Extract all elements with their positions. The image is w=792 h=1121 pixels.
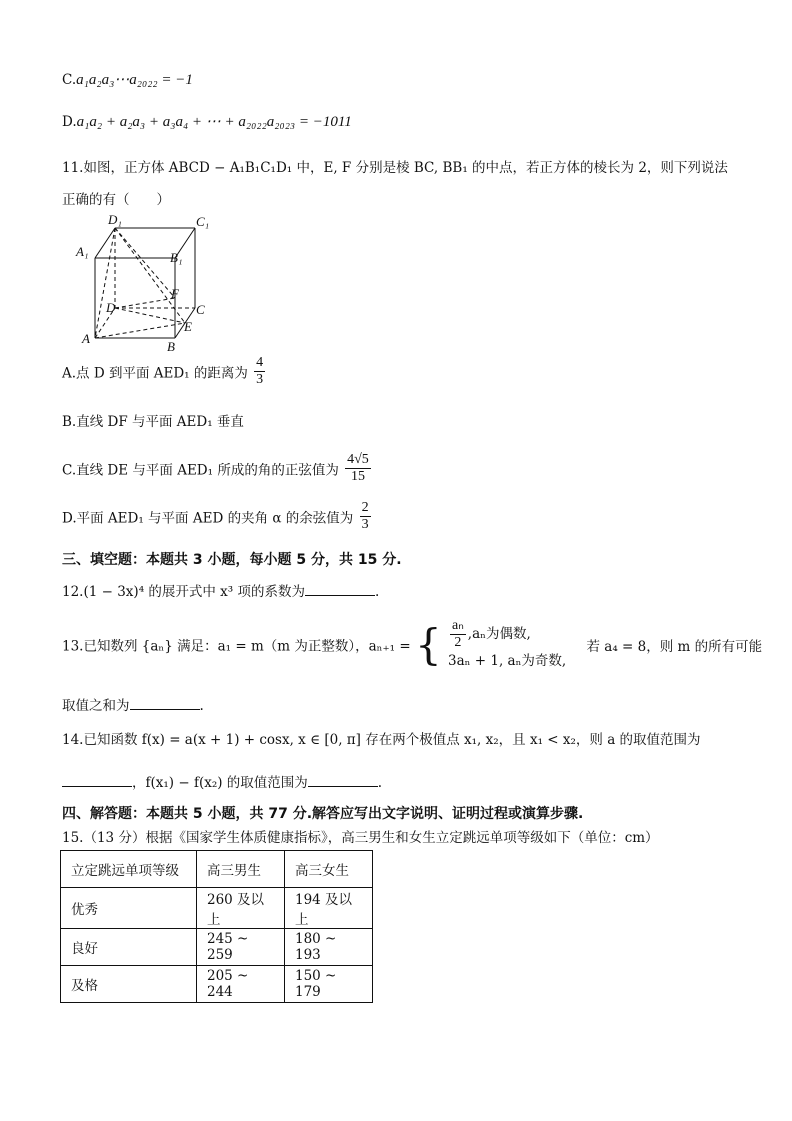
fraction-denominator: 15 <box>350 469 365 484</box>
q11-option-d <box>62 500 373 533</box>
fraction-numerator: 2 <box>361 500 369 515</box>
q11-option-b: B.直线 DF 与平面 AED₁ 垂直 <box>62 414 244 430</box>
q12-period: . <box>375 584 380 600</box>
q12 <box>62 580 379 600</box>
label-a: A <box>82 331 90 346</box>
table-row <box>61 966 373 1003</box>
q15-stem: 15.（13 分）根据《国家学生体质健康指标》，高三男生和女生立定跳远单项等级如下（单位：cm） <box>62 830 659 846</box>
q10-option-c <box>62 70 193 89</box>
q10-option-d-expr: a₁a₂ + a₂a₃ + a₃a₄ + ⋯ + a₂₀₂₂a₂₀₂₃ = −1011 <box>76 114 352 130</box>
table-cell: 205 ~ 244 <box>197 966 285 1003</box>
piecewise-brace: { <box>414 619 442 669</box>
fraction-numerator: 4 <box>256 355 264 370</box>
q14-line2-text: ，f(x₁) − f(x₂) 的取值范围为 <box>132 775 308 791</box>
q11-option-a-fraction <box>254 355 265 388</box>
q10-option-c-letter: C. <box>62 72 77 88</box>
q14-line2 <box>62 771 382 791</box>
q11-option-c-fraction <box>345 452 371 485</box>
label-c1: C₁ <box>196 214 210 229</box>
q13-case-1 <box>448 618 566 651</box>
section-3-heading: 三、填空题：本题共 3 小题，每小题 5 分，共 15 分. <box>62 552 402 568</box>
cube-figure <box>70 210 220 355</box>
q11-option-c <box>62 452 373 485</box>
q10-option-d <box>62 112 352 131</box>
q13-line2-text: 取值之和为 <box>62 698 130 714</box>
section-4-heading: 四、解答题：本题共 5 小题，共 77 分.解答应写出文字说明、证明过程或演算步骤. <box>62 806 584 822</box>
q11-stem-line1: 11.如图，正方体 ABCD − A₁B₁C₁D₁ 中，E, F 分别是棱 BC, BB₁ 的中点，若正方体的棱长为 2，则下列说法 <box>62 160 728 176</box>
table-cell: 150 ~ 179 <box>285 966 373 1003</box>
table-header-row <box>61 851 373 888</box>
q13-case-1-condition: ,aₙ为偶数, <box>467 626 531 642</box>
fraction-denominator: 2 <box>454 635 462 650</box>
q10-option-d-letter: D. <box>62 114 77 130</box>
fraction-numerator: aₙ <box>451 618 464 633</box>
q13-case-1-fraction <box>450 618 466 651</box>
table-cell: 180 ~ 193 <box>285 929 373 966</box>
q12-answer-blank[interactable] <box>305 583 375 596</box>
table-cell: 良好 <box>61 929 197 966</box>
label-d1: D₁ <box>108 212 122 227</box>
q10-option-c-expr: a₁a₂a₃⋯a₂₀₂₂ = −1 <box>76 72 193 88</box>
q11-option-c-text: C.直线 DE 与平面 AED₁ 所成的角的正弦值为 <box>62 462 339 479</box>
q13-line2 <box>62 694 204 714</box>
table-cell: 及格 <box>61 966 197 1003</box>
q13-case-2: 3aₙ + 1, aₙ为奇数, <box>447 653 567 669</box>
table-row <box>61 888 373 929</box>
q14-answer-blank-1[interactable] <box>62 774 132 787</box>
label-b: B <box>167 339 175 354</box>
q14-line1: 14.已知函数 f(x) = a(x + 1) + cosx, x ∈ [0, π] 存在两个极值点 x₁, x₂，且 x₁ < x₂，则 a 的取值范围为 <box>62 732 701 748</box>
q11-stem-line2: 正确的有（ ） <box>62 192 170 208</box>
table-header-cell: 高三女生 <box>285 851 373 888</box>
table-cell: 194 及以上 <box>285 888 373 929</box>
table-header-cell: 高三男生 <box>197 851 285 888</box>
fraction-numerator: 4√5 <box>347 452 369 467</box>
table-header-cell: 立定跳远单项等级 <box>61 851 197 888</box>
fraction-denominator: 3 <box>256 372 264 387</box>
label-c: C <box>196 302 205 317</box>
table-row <box>61 929 373 966</box>
q13-text-a: 13.已知数列 {aₙ} 满足：a₁ = m（m 为正整数），aₙ₊₁ = <box>62 638 411 655</box>
label-a1: A₁ <box>76 244 89 259</box>
table-cell: 260 及以上 <box>197 888 285 929</box>
q13-period: . <box>199 698 204 714</box>
q11-option-a <box>62 355 267 388</box>
q11-option-d-fraction <box>360 500 371 533</box>
label-d: D <box>106 300 116 315</box>
q14-period: . <box>377 775 383 791</box>
q12-text: 12.(1 − 3x)⁴ 的展开式中 x³ 项的系数为 <box>62 584 305 600</box>
q14-answer-blank-2[interactable] <box>308 774 378 787</box>
q13-text-b: 若 a₄ = 8，则 m 的所有可能 <box>586 638 763 655</box>
q13-answer-blank[interactable] <box>130 697 200 710</box>
q13 <box>62 618 762 671</box>
label-f: F <box>171 286 179 301</box>
q13-piecewise-cases <box>448 618 566 671</box>
label-e: E <box>184 319 192 334</box>
fraction-denominator: 3 <box>361 517 369 532</box>
table-cell: 优秀 <box>61 888 197 929</box>
jump-grade-table <box>60 850 373 1003</box>
q11-option-d-text: D.平面 AED₁ 与平面 AED 的夹角 α 的余弦值为 <box>62 510 354 527</box>
table-cell: 245 ~ 259 <box>197 929 285 966</box>
q11-option-a-text: A.点 D 到平面 AED₁ 的距离为 <box>62 365 248 382</box>
label-b1: B₁ <box>170 250 183 265</box>
